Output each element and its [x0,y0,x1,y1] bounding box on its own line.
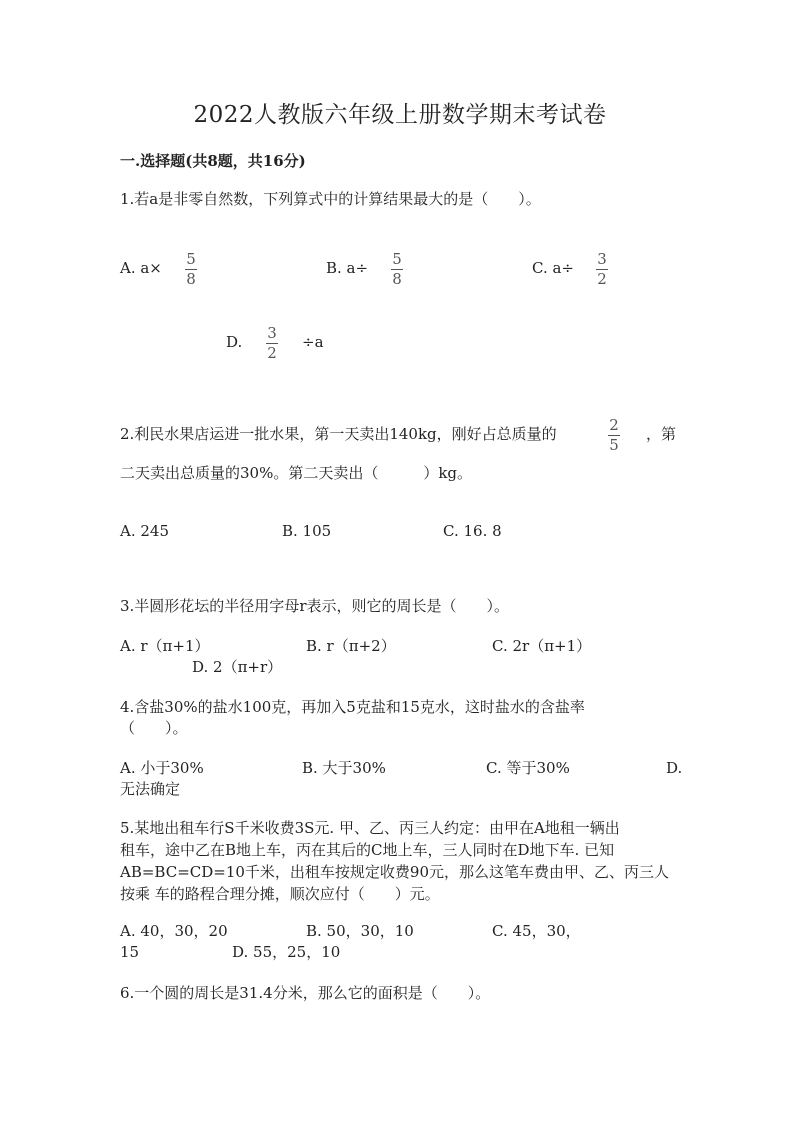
fraction-numerator: 3 [267,324,277,342]
question-1-option-c: C. a÷ [532,259,574,277]
question-5-option-c-continued: 15 [120,943,140,961]
question-4-option-c: C. 等于30% [486,759,570,777]
question-1-option-b: B. a÷ [326,259,369,277]
question-4-line-2: （ ）。 [120,719,188,737]
question-3-option-c: C. 2r（π+1） [492,637,592,655]
question-2-line-1: 2.利民水果店运进一批水果，第一天卖出140kg，刚好占总质量的 [120,425,557,443]
question-3-option-d: D. 2（π+r） [192,658,283,676]
question-2-line-1-tail: ，第 [646,425,677,443]
fraction-numerator: 5 [392,250,402,268]
fraction-numerator: 3 [597,250,607,268]
question-2-line-2: 二天卖出总质量的30%。第二天卖出（ ）kg。 [120,464,473,482]
question-1-option-a-fraction [185,251,197,288]
question-2-option-a: A. 245 [120,522,169,540]
question-2-fraction [608,417,620,454]
question-3-option-b: B. r（π+2） [306,637,396,655]
page-title: 2022人教版六年级上册数学期末考试卷 [193,102,607,128]
question-5-line-4: 按乘 车的路程合理分摊，顺次应付（ ）元。 [120,885,440,903]
question-5-option-d: D. 55，25，10 [232,943,341,961]
question-5-line-1: 5.某地出租车行S千米收费3S元. 甲、乙、丙三人约定：由甲在A地租一辆出 [120,819,620,837]
question-1-option-d-fraction [266,325,278,362]
question-1-option-d-tail: ÷a [302,333,324,351]
question-6-stem: 6.一个圆的周长是31.4分米，那么它的面积是（ ）。 [120,984,491,1002]
fraction-denominator: 5 [609,436,619,454]
question-4-line-1: 4.含盐30%的盐水100克，再加入5克盐和15克水，这时盐水的含盐率 [120,698,585,716]
question-5-option-c: C. 45，30， [492,922,581,940]
question-4-option-d-text: 无法确定 [120,780,181,798]
question-1-stem: 1.若a是非零自然数，下列算式中的计算结果最大的是（ ）。 [120,190,541,208]
fraction-denominator: 8 [392,270,402,288]
question-5-option-b: B. 50，30，10 [306,922,414,940]
fraction-denominator: 2 [597,270,607,288]
fraction-denominator: 8 [186,270,196,288]
question-5-option-a: A. 40，30，20 [120,922,228,940]
question-1-option-a: A. a× [120,259,162,277]
question-1-option-b-fraction [391,251,403,288]
section-heading: 一.选择题(共8题，共16分) [120,152,306,170]
question-4-option-a: A. 小于30% [120,759,204,777]
fraction-denominator: 2 [267,344,277,362]
question-5-line-2: 租车，途中乙在B地上车，丙在其后的C地上车，三人同时在D地下车. 已知 [120,841,615,859]
question-1-option-d: D. [226,333,243,351]
question-5-line-3: AB=BC=CD=10千米，出租车按规定收费90元，那么这笔车费由甲、乙、丙三人 [120,863,670,881]
question-3-stem: 3.半圆形花坛的半径用字母r表示，则它的周长是（ ）。 [120,597,509,615]
question-4-option-b: B. 大于30% [302,759,386,777]
fraction-numerator: 2 [609,416,619,434]
question-4-option-d: D. [666,759,683,777]
question-1-option-c-fraction [596,251,608,288]
fraction-numerator: 5 [186,250,196,268]
question-2-option-b: B. 105 [282,522,332,540]
question-2-option-c: C. 16. 8 [443,522,502,540]
question-3-option-a: A. r（π+1） [120,637,210,655]
